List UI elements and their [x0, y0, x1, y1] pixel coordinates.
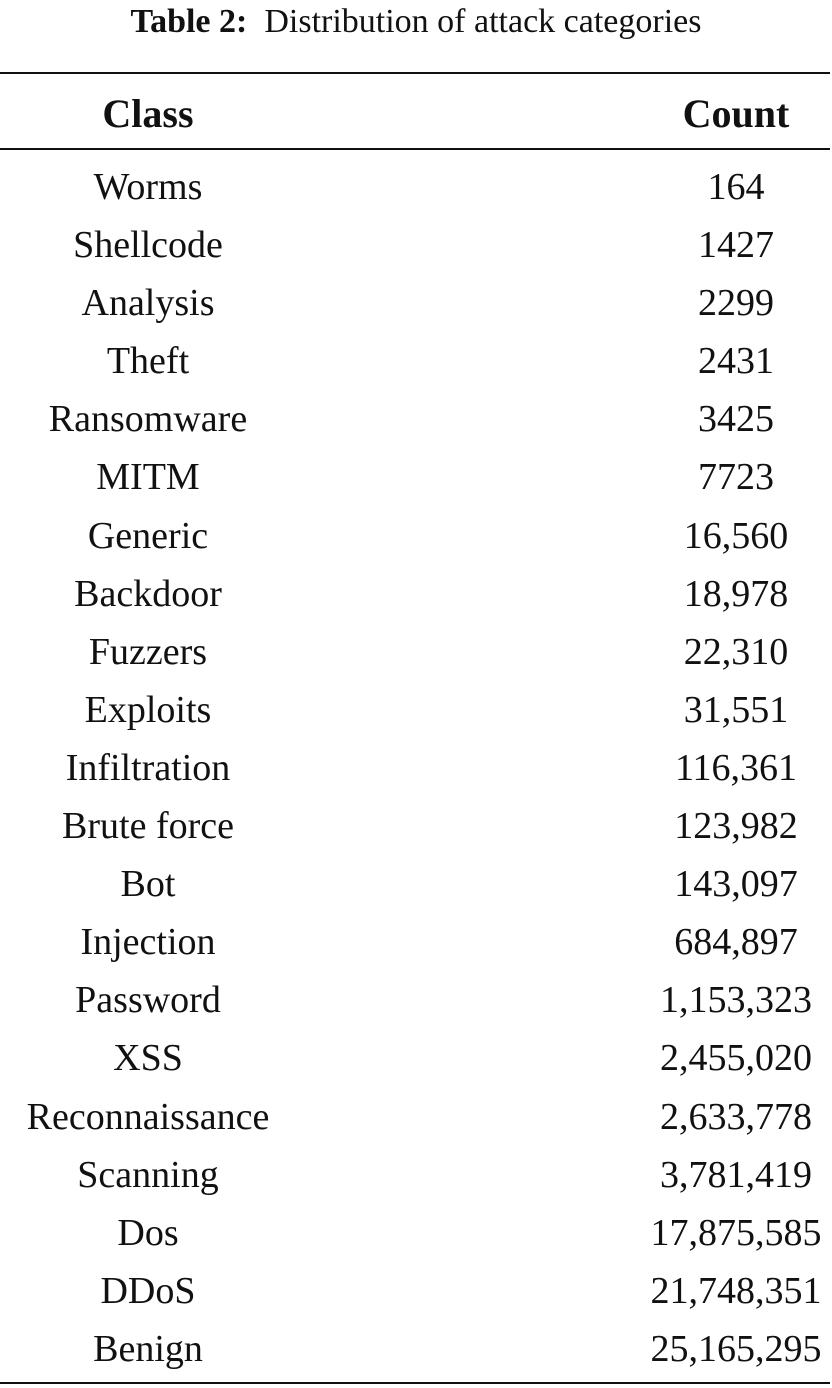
count-cell: 123,982 — [674, 805, 798, 848]
class-cell: Infiltration — [65, 746, 231, 789]
table-body — [0, 158, 832, 1378]
table-row — [0, 797, 832, 855]
class-cell: Shellcode — [73, 224, 223, 267]
column-header-count: Count — [682, 91, 790, 136]
count-cell: 2,633,778 — [660, 1095, 812, 1138]
count-cell: 164 — [707, 166, 765, 208]
table-row — [0, 971, 832, 1029]
count-cell: 16,560 — [683, 514, 789, 557]
class-cell: XSS — [113, 1037, 183, 1080]
bottom-rule — [0, 1382, 830, 1384]
count-cell: 31,551 — [683, 688, 789, 731]
count-cell: 1,153,323 — [660, 979, 812, 1022]
table-row — [0, 1320, 832, 1378]
count-cell: 684,897 — [674, 921, 798, 964]
class-cell: Dos — [117, 1211, 179, 1254]
class-cell: Benign — [93, 1327, 203, 1370]
class-cell: Worms — [93, 166, 203, 208]
class-cell: Scanning — [77, 1153, 219, 1196]
count-cell: 2431 — [698, 340, 774, 383]
class-cell: Analysis — [81, 282, 215, 325]
class-cell: Injection — [80, 921, 216, 964]
count-cell: 7723 — [698, 456, 774, 499]
class-cell: DDoS — [100, 1269, 196, 1312]
class-cell: MITM — [96, 456, 200, 499]
count-cell: 143,097 — [674, 863, 798, 906]
count-cell: 3425 — [698, 398, 774, 441]
class-cell: Ransomware — [48, 398, 248, 441]
table-row — [0, 913, 832, 971]
table-row — [0, 565, 832, 623]
table-row — [0, 1204, 832, 1262]
count-cell: 25,165,295 — [650, 1327, 822, 1370]
class-cell: Backdoor — [74, 572, 222, 615]
table-row — [0, 739, 832, 797]
class-cell: Brute force — [62, 805, 234, 848]
table-row — [0, 274, 832, 332]
table-caption — [0, 0, 832, 44]
caption-label: Table 2: — [130, 3, 248, 40]
caption-text: Distribution of attack categories — [264, 3, 702, 40]
class-cell: Password — [75, 979, 221, 1022]
count-cell: 21,748,351 — [650, 1269, 822, 1312]
top-rule — [0, 72, 830, 74]
count-cell: 2,455,020 — [660, 1037, 812, 1080]
count-cell: 17,875,585 — [650, 1211, 822, 1254]
count-cell: 22,310 — [683, 630, 789, 673]
class-cell: Reconnaissance — [26, 1095, 270, 1138]
class-cell: Fuzzers — [88, 630, 208, 673]
count-cell: 116,361 — [674, 746, 798, 789]
table-row — [0, 681, 832, 739]
table-row — [0, 332, 832, 390]
table-row — [0, 507, 832, 565]
table-row — [0, 158, 832, 216]
count-cell: 2299 — [698, 282, 774, 325]
table-row — [0, 1262, 832, 1320]
count-cell: 18,978 — [683, 572, 789, 615]
class-cell: Exploits — [84, 688, 212, 731]
table-row — [0, 216, 832, 274]
table-row — [0, 448, 832, 506]
table-row — [0, 623, 832, 681]
class-cell: Generic — [87, 514, 209, 557]
table-row — [0, 390, 832, 448]
table-row — [0, 1029, 832, 1087]
class-cell: Theft — [106, 340, 190, 383]
column-header-class: Class — [102, 91, 194, 136]
class-cell: Bot — [120, 863, 176, 906]
count-cell: 1427 — [698, 224, 774, 267]
count-cell: 3,781,419 — [660, 1153, 812, 1196]
table-row — [0, 1088, 832, 1146]
table-row — [0, 1146, 832, 1204]
header-rule — [0, 148, 830, 150]
table-row — [0, 855, 832, 913]
